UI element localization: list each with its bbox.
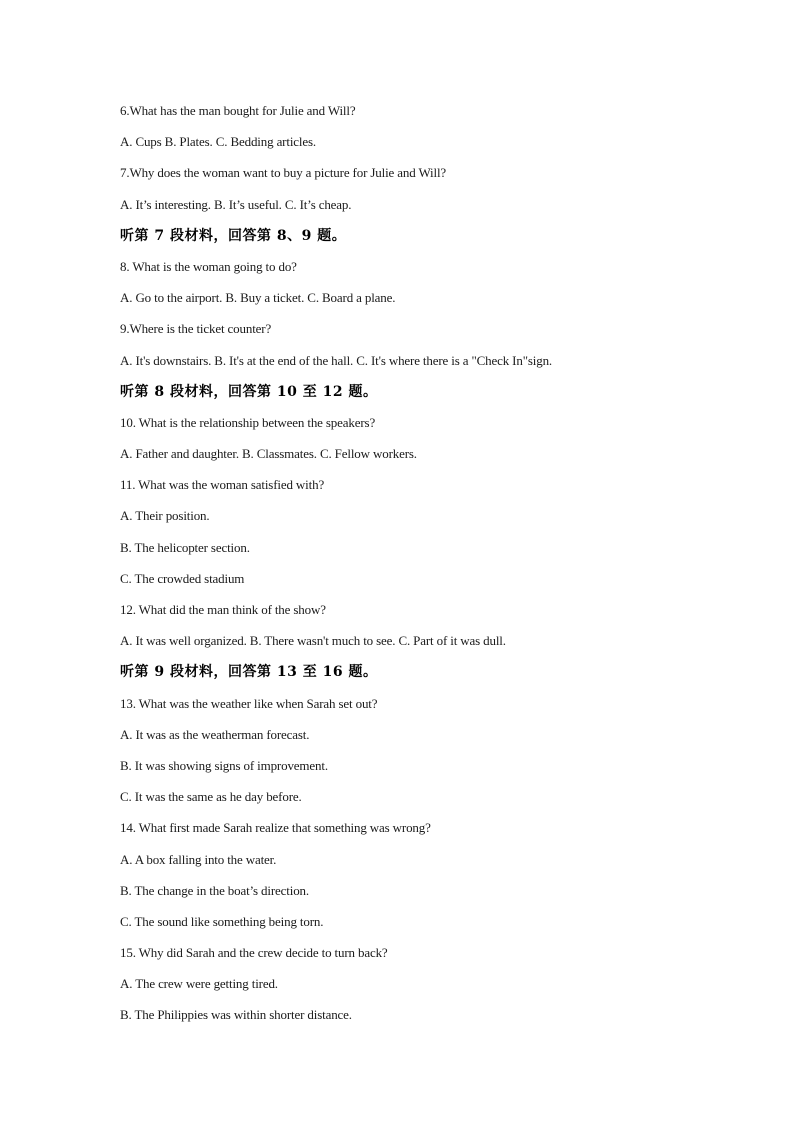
question-13-option-c: C. It was the same as he day before. (120, 789, 302, 805)
question-12: 12. What did the man think of the show? (120, 602, 326, 617)
question-11-option-c: C. The crowded stadium (120, 570, 245, 586)
section-heading-8: 听第 8 段材料，回答第 10 至 12 题。 (120, 383, 378, 400)
question-7: 7.Why does the woman want to buy a picture for Julie and Will? (120, 165, 447, 181)
question-7-options: A. It’s interesting. B. It’s useful. C. It’s cheap. (120, 196, 352, 212)
question-10-options: A. Father and daughter. B. Classmates. C. Fellow workers. (120, 446, 417, 462)
question-8-options: A. Go to the airport. B. Buy a ticket. C. Board a plane. (120, 290, 396, 306)
question-9: 9.Where is the ticket counter? (120, 321, 272, 337)
question-13: 13. What was the weather like when Sarah set out? (120, 695, 378, 711)
question-11: 11. What was the woman satisfied with? (120, 477, 325, 493)
question-list (120, 101, 760, 1037)
question-6: 6.What has the man bought for Julie and Will? (120, 103, 356, 118)
question-6-options: A. Cups B. Plates. C. Bedding articles. (120, 134, 316, 150)
question-10: 10. What is the relationship between the speakers? (120, 414, 376, 430)
question-11-option-a: A. Their position. (120, 508, 210, 524)
question-13-option-b: B. It was showing signs of improvement. (120, 757, 328, 773)
question-14-option-c: C. The sound like something being torn. (120, 913, 324, 929)
question-9-options: A. It's downstairs. B. It's at the end of the hall. C. It's where there is a "Check In"sign. (120, 352, 553, 368)
section-heading-7: 听第 7 段材料，回答第 8、9 题。 (120, 227, 347, 244)
question-8: 8. What is the woman going to do? (120, 258, 297, 274)
question-15: 15. Why did Sarah and the crew decide to turn back? (120, 945, 388, 961)
question-15-option-a: A. The crew were getting tired. (120, 976, 278, 992)
question-14-option-a: A. A box falling into the water. (120, 851, 277, 867)
question-13-option-a: A. It was as the weatherman forecast. (120, 726, 310, 742)
section-heading-9: 听第 9 段材料，回答第 13 至 16 题。 (120, 664, 378, 681)
question-12-options: A. It was well organized. B. There wasn't much to see. C. Part of it was dull. (120, 633, 506, 649)
question-11-option-b: B. The helicopter section. (120, 539, 250, 555)
question-14-option-b: B. The change in the boat’s direction. (120, 882, 310, 898)
question-14: 14. What first made Sarah realize that something was wrong? (120, 820, 431, 836)
question-15-option-b: B. The Philippies was within shorter distance. (120, 1007, 352, 1023)
